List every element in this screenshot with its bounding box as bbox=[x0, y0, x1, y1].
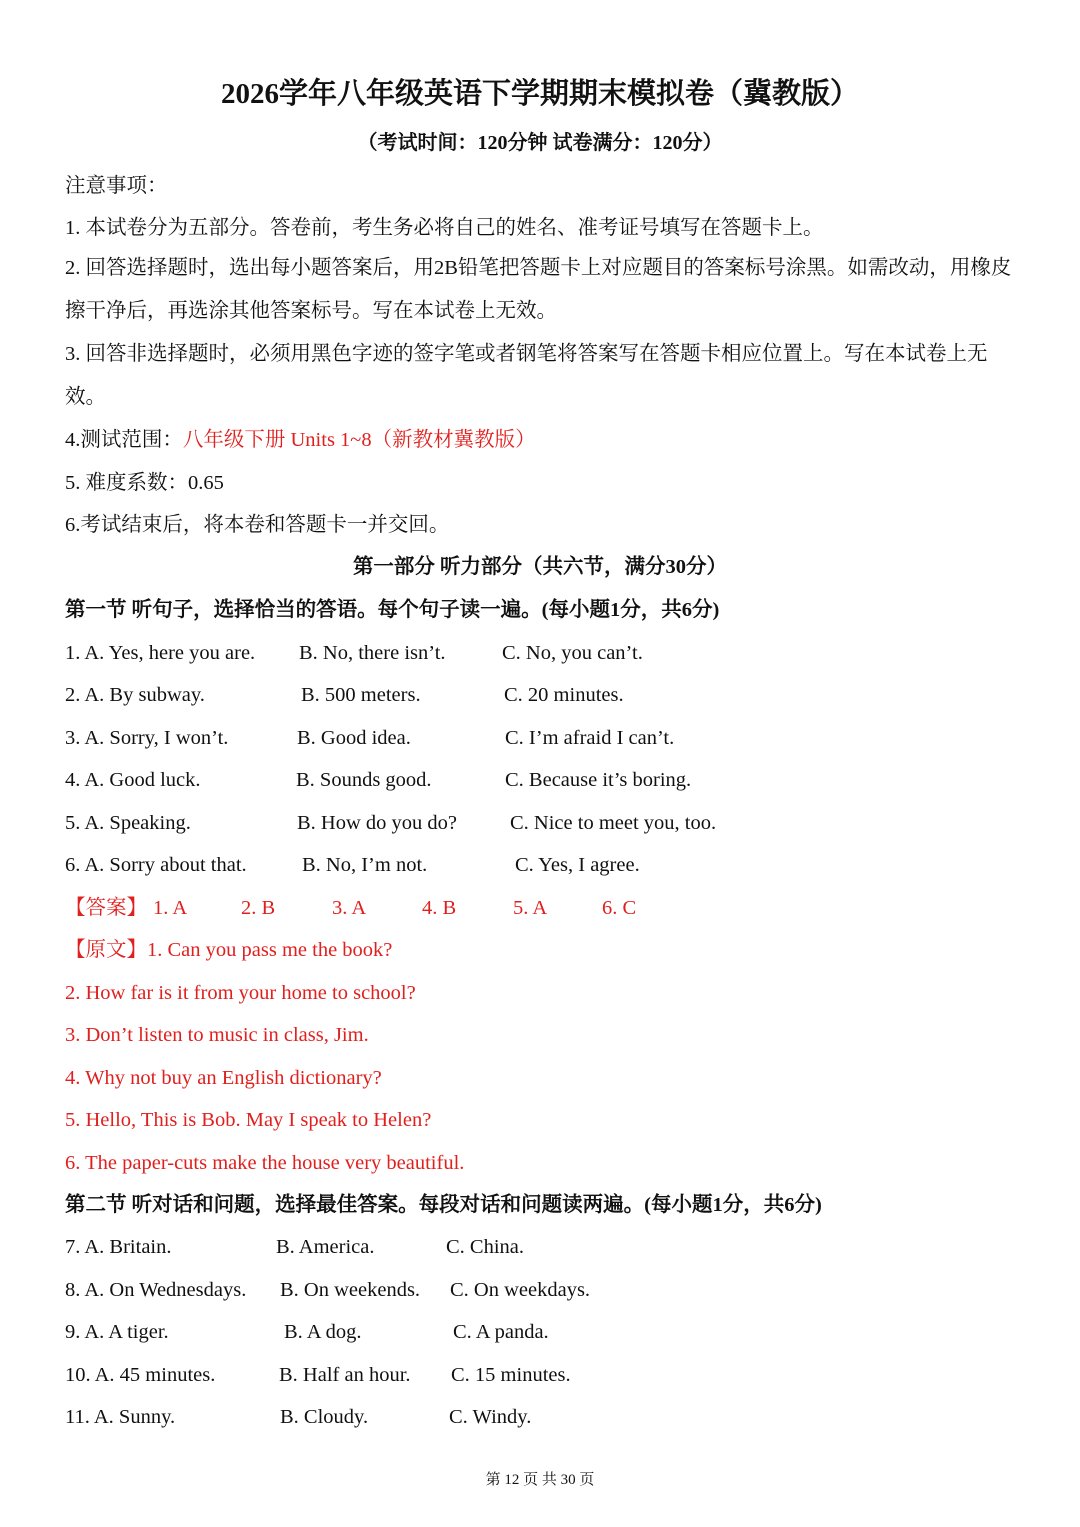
option-b: B. Half an hour. bbox=[279, 1364, 411, 1386]
option-b: B. How do you do? bbox=[297, 812, 458, 834]
transcript-text: 1. Can you pass me the book? bbox=[147, 939, 393, 961]
option-a: 1. A. Yes, here you are. bbox=[65, 642, 256, 664]
transcript-line: 5. Hello, This is Bob. May I speak to Helen? bbox=[65, 1109, 432, 1131]
notes-heading: 注意事项： bbox=[65, 175, 168, 197]
transcript-line bbox=[65, 933, 392, 967]
transcript-line: 3. Don’t listen to music in class, Jim. bbox=[65, 1024, 369, 1046]
part1-heading: 第一部分 听力部分（共六节，满分30分） bbox=[352, 556, 728, 578]
test-scope: 八年级下册 Units 1~8（新教材冀教版） bbox=[182, 429, 536, 451]
transcript-label: 【原文】 bbox=[65, 939, 147, 961]
option-b: B. America. bbox=[276, 1236, 375, 1258]
option-c: C. 20 minutes. bbox=[504, 684, 624, 706]
answer-item: 1. A bbox=[153, 897, 188, 919]
option-a: 7. A. Britain. bbox=[65, 1236, 172, 1258]
section1-heading: 第一节 听句子，选择恰当的答语。每个句子读一遍。(每小题1分，共6分) bbox=[65, 599, 720, 621]
question-row bbox=[65, 1358, 965, 1392]
question-row bbox=[65, 1315, 965, 1349]
option-c: C. Nice to meet you, too. bbox=[510, 812, 717, 834]
option-c: C. A panda. bbox=[453, 1321, 549, 1343]
question-row bbox=[65, 1273, 965, 1307]
option-a: 6. A. Sorry about that. bbox=[65, 854, 247, 876]
option-a: 10. A. 45 minutes. bbox=[65, 1364, 216, 1386]
transcript-line: 6. The paper-cuts make the house very beautiful. bbox=[65, 1152, 465, 1174]
answer-item: 2. B bbox=[241, 897, 276, 919]
section2-heading: 第二节 听对话和问题，选择最佳答案。每段对话和问题读两遍。(每小题1分，共6分) bbox=[65, 1194, 822, 1216]
answer-label: 【答案】 bbox=[65, 897, 147, 919]
question-row bbox=[65, 848, 965, 882]
question-row bbox=[65, 678, 965, 712]
page-title: 2026学年八年级英语下学期期末模拟卷（冀教版） bbox=[220, 78, 859, 110]
question-row bbox=[65, 1400, 965, 1434]
option-c: C. Yes, I agree. bbox=[515, 854, 640, 876]
answer-item: 4. B bbox=[422, 897, 457, 919]
option-c: C. No, you can’t. bbox=[502, 642, 643, 664]
question-row bbox=[65, 721, 965, 755]
question-row bbox=[65, 1230, 965, 1264]
option-b: B. On weekends. bbox=[280, 1279, 421, 1301]
option-c: C. I’m afraid I can’t. bbox=[505, 727, 675, 749]
option-b: B. A dog. bbox=[284, 1321, 362, 1343]
option-c: C. Windy. bbox=[449, 1406, 532, 1428]
option-c: C. 15 minutes. bbox=[451, 1364, 571, 1386]
answer-key-row bbox=[65, 891, 965, 925]
option-a: 3. A. Sorry, I won’t. bbox=[65, 727, 229, 749]
option-b: B. Cloudy. bbox=[280, 1406, 369, 1428]
option-b: B. Sounds good. bbox=[296, 769, 432, 791]
note-1: 1. 本试卷分为五部分。答卷前，考生务必将自己的姓名、准考证号填写在答题卡上。 bbox=[65, 217, 824, 239]
note-3: 3. 回答非选择题时，必须用黑色字迹的签字笔或者钢笔将答案写在答题卡相应位置上。写在本试卷上无效。 bbox=[65, 343, 988, 408]
option-a: 9. A. A tiger. bbox=[65, 1321, 169, 1343]
option-b: B. 500 meters. bbox=[301, 684, 421, 706]
note-2: 2. 回答选择题时，选出每小题答案后，用2B铅笔把答题卡上对应题目的答案标号涂黑。如需改动，用橡皮擦干净后，再选涂其他答案标号。写在本试卷上无效。 bbox=[65, 257, 1012, 322]
option-a: 2. A. By subway. bbox=[65, 684, 205, 706]
option-b: B. No, there isn’t. bbox=[299, 642, 446, 664]
exam-info-subtitle: （考试时间：120分钟 试卷满分：120分） bbox=[357, 132, 723, 154]
option-a: 8. A. On Wednesdays. bbox=[65, 1279, 247, 1301]
page-footer: 第 12 页 共 30 页 bbox=[485, 1472, 595, 1488]
note-4-prefix: 4.测试范围： bbox=[65, 429, 183, 451]
answer-item: 3. A bbox=[332, 897, 367, 919]
option-c: C. Because it’s boring. bbox=[505, 769, 692, 791]
note-5: 5. 难度系数：0.65 bbox=[65, 472, 224, 494]
question-row bbox=[65, 636, 965, 670]
transcript-line: 4. Why not buy an English dictionary? bbox=[65, 1067, 382, 1089]
option-a: 5. A. Speaking. bbox=[65, 812, 191, 834]
option-b: B. No, I’m not. bbox=[302, 854, 428, 876]
answer-item: 6. C bbox=[602, 897, 637, 919]
option-c: C. On weekdays. bbox=[450, 1279, 591, 1301]
note-4 bbox=[65, 423, 536, 457]
question-row bbox=[65, 806, 965, 840]
question-row bbox=[65, 763, 965, 797]
note-6: 6.考试结束后，将本卷和答题卡一并交回。 bbox=[65, 514, 450, 536]
option-c: C. China. bbox=[446, 1236, 525, 1258]
option-a: 4. A. Good luck. bbox=[65, 769, 201, 791]
transcript-line: 2. How far is it from your home to school? bbox=[65, 982, 416, 1004]
option-b: B. Good idea. bbox=[297, 727, 411, 749]
option-a: 11. A. Sunny. bbox=[65, 1406, 176, 1428]
answer-item: 5. A bbox=[513, 897, 548, 919]
